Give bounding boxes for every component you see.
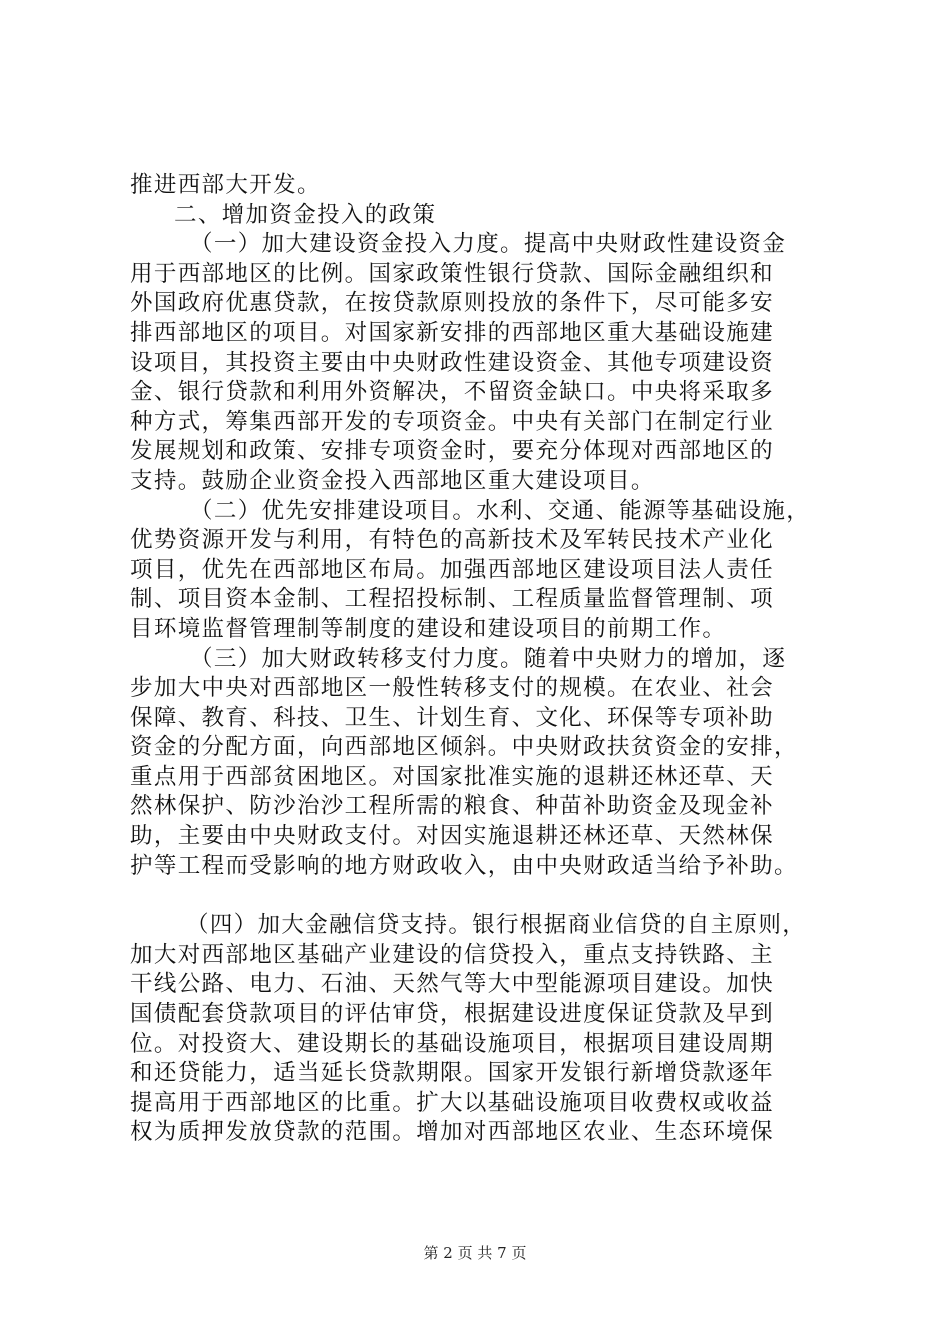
paragraph-line: 和还贷能力，适当延长贷款期限。国家开发银行新增贷款逐年 [130, 1060, 774, 1087]
paragraph-line: 制、项目资本金制、工程招投标制、工程质量监督管理制、项 [130, 586, 774, 613]
paragraph-line: 种方式，筹集西部开发的专项资金。中央有关部门在制定行业 [130, 408, 774, 435]
paragraph-line: （二）优先安排建设项目。水利、交通、能源等基础设施， [190, 497, 811, 524]
paragraph-line: （一）加大建设资金投入力度。提高中央财政性建设资金 [190, 231, 787, 258]
paragraph-line: 权为质押发放贷款的范围。增加对西部地区农业、生态环境保 [130, 1119, 774, 1146]
page-footer [0, 1243, 950, 1263]
paragraph-line: 干线公路、电力、石油、天然气等大中型能源项目建设。加快 [130, 971, 774, 998]
paragraph-line: （三）加大财政转移支付力度。随着中央财力的增加，逐 [190, 645, 787, 672]
paragraph-line: 设项目，其投资主要由中央财政性建设资金、其他专项建设资 [130, 349, 774, 376]
paragraph-line: 步加大中央对西部地区一般性转移支付的规模。在农业、社会 [130, 675, 774, 702]
section-heading: 二、增加资金投入的政策 [174, 201, 437, 228]
paragraph-line: 排西部地区的项目。对国家新安排的西部地区重大基础设施建 [130, 319, 774, 346]
paragraph-line: 发展规划和政策、安排专项资金时，要充分体现对西部地区的 [130, 438, 774, 465]
paragraph-line: 助，主要由中央财政支付。对因实施退耕还林还草、天然林保 [130, 823, 774, 850]
paragraph-2 [130, 497, 830, 645]
intro-tail-line: 推进西部大开发。 [130, 172, 321, 198]
paragraph-line: 用于西部地区的比例。国家政策性银行贷款、国际金融组织和 [130, 260, 774, 287]
paragraph-line: 资金的分配方面，向西部地区倾斜。中央财政扶贫资金的安排， [130, 734, 798, 761]
paragraph-line: 位。对投资大、建设期长的基础设施项目，根据项目建设周期 [130, 1030, 774, 1057]
paragraph-line: （四）加大金融信贷支持。银行根据商业信贷的自主原则， [186, 912, 807, 939]
page-number: 第 2 页 共 7 页 [423, 1244, 527, 1262]
paragraph-line: 金、银行贷款和利用外资解决，不留资金缺口。中央将采取多 [130, 379, 774, 406]
paragraph-line: 项目，优先在西部地区布局。加强西部地区建设项目法人责任 [130, 556, 774, 583]
document-body [130, 171, 830, 1148]
paragraph-line: 目环境监督管理制等制度的建设和建设项目的前期工作。 [130, 615, 727, 642]
paragraph-line: 支持。鼓励企业资金投入西部地区重大建设项目。 [130, 467, 655, 494]
paragraph-line: 加大对西部地区基础产业建设的信贷投入，重点支持铁路、主 [130, 941, 774, 968]
paragraph-4 [130, 911, 830, 1148]
paragraph-line: 然林保护、防沙治沙工程所需的粮食、种苗补助资金及现金补 [130, 793, 774, 820]
paragraph-line: 护等工程而受影响的地方财政收入，由中央财政适当给予补助。 [130, 852, 798, 879]
paragraph-line: 国债配套贷款项目的评估审贷，根据建设进度保证贷款及早到 [130, 1001, 774, 1028]
paragraph-line: 提高用于西部地区的比重。扩大以基础设施项目收费权或收益 [130, 1089, 774, 1116]
paragraph-3 [130, 645, 830, 882]
paragraph-line: 保障、教育、科技、卫生、计划生育、文化、环保等专项补助 [130, 704, 774, 731]
paragraph-1 [130, 230, 830, 496]
paragraph-line: 外国政府优惠贷款，在按贷款原则投放的条件下，尽可能多安 [130, 290, 774, 317]
paragraph-line: 优势资源开发与利用，有特色的高新技术及军转民技术产业化 [130, 527, 774, 554]
paragraph-line: 重点用于西部贫困地区。对国家批准实施的退耕还林还草、天 [130, 763, 774, 790]
paragraph-gap [130, 881, 830, 911]
